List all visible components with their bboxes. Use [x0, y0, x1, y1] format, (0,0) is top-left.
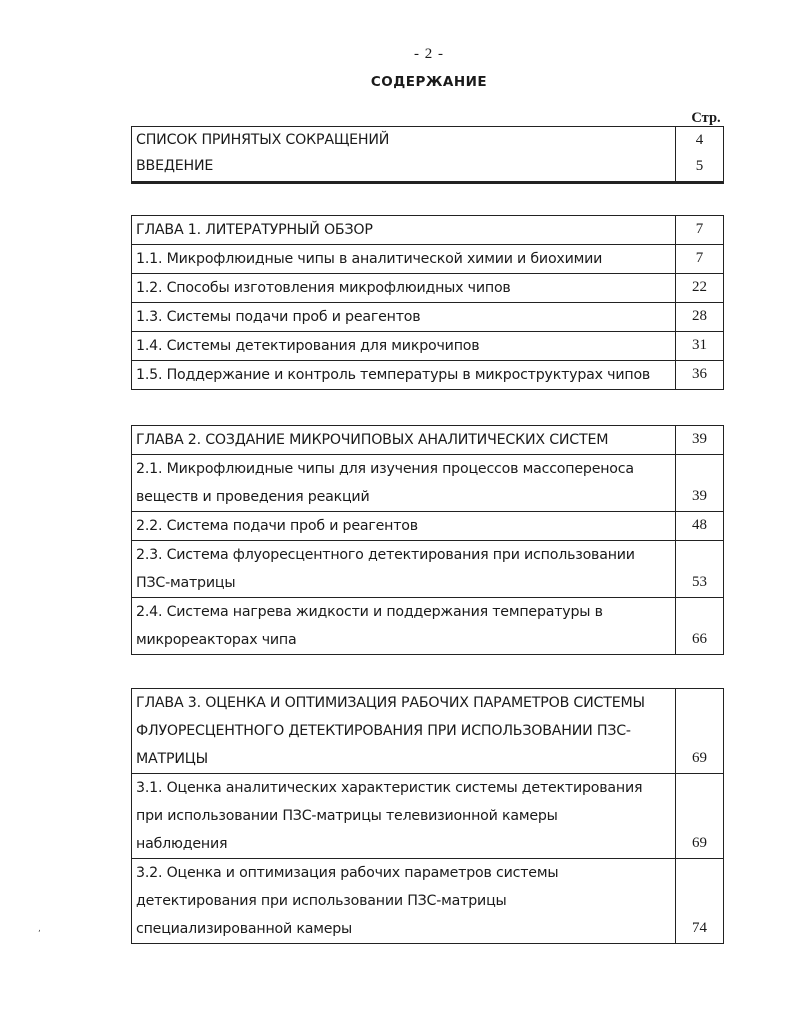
toc-entry-line: детектирования при использовании ПЗС-матрицы: [136, 893, 507, 909]
page-column-header: Стр.: [691, 110, 721, 126]
toc-entry-page: 66: [676, 598, 724, 655]
toc-row: [132, 274, 724, 303]
toc-entry-title: [132, 455, 676, 512]
toc-entry-page: 31: [676, 332, 724, 361]
toc-entry-line: 2.1. Микрофлюидные чипы для изучения процессов массопереноса: [136, 461, 634, 477]
toc-entry-title: ВВЕДЕНИЕ: [132, 153, 676, 183]
toc-entry-line: веществ и проведения реакций: [136, 489, 370, 505]
toc-entry-page: 22: [676, 274, 724, 303]
toc-entry-page: 36: [676, 361, 724, 390]
toc-entry-title: 1.4. Системы детектирования для микрочипов: [132, 332, 676, 361]
toc-row: [132, 426, 724, 455]
toc-entry-page: 28: [676, 303, 724, 332]
toc-row: [132, 303, 724, 332]
toc-entry-line: 2.3. Система флуоресцентного детектирования при использовании: [136, 547, 635, 563]
toc-row: [132, 127, 724, 154]
toc-chapter-2: [131, 425, 724, 655]
toc-entry-title: [132, 859, 676, 944]
toc-row: [132, 332, 724, 361]
toc-entry-line: ГЛАВА 3. ОЦЕНКА И ОПТИМИЗАЦИЯ РАБОЧИХ ПАРАМЕТРОВ СИСТЕМЫ: [136, 695, 645, 711]
toc-entry-page: 53: [676, 541, 724, 598]
toc-entry-title: [132, 774, 676, 859]
toc-chapter-3: [131, 688, 724, 944]
page-title: СОДЕРЖАНИЕ: [370, 74, 488, 90]
toc-entry-line: 3.1. Оценка аналитических характеристик системы детектирования: [136, 780, 643, 796]
toc-row: [132, 361, 724, 390]
toc-entry-page: 7: [676, 245, 724, 274]
toc-entry-line: ФЛУОРЕСЦЕНТНОГО ДЕТЕКТИРОВАНИЯ ПРИ ИСПОЛЬЗОВАНИИ ПЗС-: [136, 723, 631, 739]
toc-front-matter: [131, 126, 724, 184]
toc-row: [132, 541, 724, 598]
toc-chapter-1: [131, 215, 724, 390]
toc-row: [132, 512, 724, 541]
toc-row: [132, 153, 724, 183]
toc-entry-page: 39: [676, 426, 724, 455]
toc-entry-title: [132, 689, 676, 774]
toc-entry-page: 7: [676, 216, 724, 245]
toc-entry-title: [132, 541, 676, 598]
toc-row: [132, 689, 724, 774]
toc-entry-title: [132, 598, 676, 655]
toc-entry-title: 2.2. Система подачи проб и реагентов: [132, 512, 676, 541]
toc-entry-line: МАТРИЦЫ: [136, 751, 208, 767]
toc-row: [132, 455, 724, 512]
toc-entry-line: микрореакторах чипа: [136, 632, 297, 648]
toc-entry-title: 1.1. Микрофлюидные чипы в аналитической химии и биохимии: [132, 245, 676, 274]
toc-entry-page: 4: [676, 127, 724, 154]
toc-entry-title: ГЛАВА 2. СОЗДАНИЕ МИКРОЧИПОВЫХ АНАЛИТИЧЕСКИХ СИСТЕМ: [132, 426, 676, 455]
toc-entry-page: 69: [676, 774, 724, 859]
toc-entry-page: 39: [676, 455, 724, 512]
toc-entry-line: 2.4. Система нагрева жидкости и поддержания температуры в: [136, 604, 603, 620]
toc-entry-page: 74: [676, 859, 724, 944]
toc-entry-page: 5: [676, 153, 724, 183]
toc-row: [132, 774, 724, 859]
toc-entry-line: наблюдения: [136, 836, 228, 852]
toc-row: [132, 245, 724, 274]
toc-entry-line: при использовании ПЗС-матрицы телевизионной камеры: [136, 808, 558, 824]
toc-entry-line: 3.2. Оценка и оптимизация рабочих параметров системы: [136, 865, 559, 881]
toc-row: [132, 216, 724, 245]
toc-row: [132, 598, 724, 655]
toc-entry-line: специализированной камеры: [136, 921, 353, 937]
toc-entry-page: 48: [676, 512, 724, 541]
toc-entry-title: 1.2. Способы изготовления микрофлюидных чипов: [132, 274, 676, 303]
page-number: - 2 -: [414, 46, 444, 62]
margin-mark: ,: [38, 924, 41, 934]
toc-entry-page: 69: [676, 689, 724, 774]
toc-entry-title: 1.5. Поддержание и контроль температуры в микроструктурах чипов: [132, 361, 676, 390]
toc-entry-title: 1.3. Системы подачи проб и реагентов: [132, 303, 676, 332]
toc-row: [132, 859, 724, 944]
toc-entry-title: СПИСОК ПРИНЯТЫХ СОКРАЩЕНИЙ: [132, 127, 676, 154]
toc-entry-line: ПЗС-матрицы: [136, 575, 236, 591]
toc-entry-title: ГЛАВА 1. ЛИТЕРАТУРНЫЙ ОБЗОР: [132, 216, 676, 245]
